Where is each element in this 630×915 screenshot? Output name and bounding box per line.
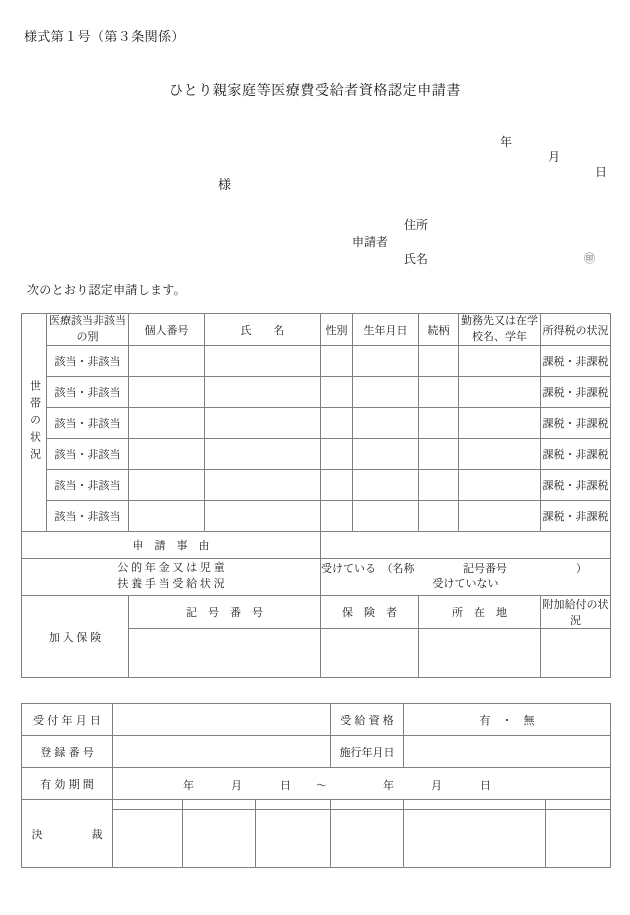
cell-extra-benefit[interactable] bbox=[541, 629, 611, 678]
cell-insurer[interactable] bbox=[321, 629, 419, 678]
header-workplace-school: 勤務先又は在学校名、学年 bbox=[459, 314, 541, 346]
pension-option-receiving-row[interactable] bbox=[321, 562, 610, 577]
pension-option-receiving[interactable]: 受けている （名称 bbox=[321, 562, 415, 575]
header-insurer: 保 険 者 bbox=[321, 596, 419, 629]
cell-relation[interactable] bbox=[419, 346, 459, 377]
header-birthdate: 生年月日 bbox=[353, 314, 419, 346]
received-date-label: 受付年月日 bbox=[22, 704, 113, 736]
cell-relation[interactable] bbox=[419, 470, 459, 501]
date-year-label: 年 bbox=[500, 135, 513, 149]
registration-number-row bbox=[22, 736, 611, 768]
registration-number-value[interactable] bbox=[113, 736, 331, 768]
approval-top-cell[interactable] bbox=[113, 800, 183, 810]
valid-from-year: 年 bbox=[183, 779, 194, 792]
valid-to-year: 年 bbox=[383, 779, 394, 792]
household-status-table bbox=[21, 313, 611, 678]
cell-workplace-school[interactable] bbox=[459, 501, 541, 532]
approval-top-cell[interactable] bbox=[256, 800, 331, 810]
cell-medical-category[interactable]: 該当・非該当 bbox=[47, 439, 129, 470]
header-gender: 性別 bbox=[321, 314, 353, 346]
cell-medical-category[interactable]: 該当・非該当 bbox=[47, 470, 129, 501]
applicant-address-label: 住所 bbox=[404, 218, 429, 232]
received-date-value[interactable] bbox=[113, 704, 331, 736]
applicant-block bbox=[352, 216, 595, 306]
cell-personal-number[interactable] bbox=[129, 377, 205, 408]
cell-workplace-school[interactable] bbox=[459, 470, 541, 501]
approval-cell[interactable] bbox=[113, 810, 183, 868]
cell-insurance-symbol-number[interactable] bbox=[129, 629, 321, 678]
cell-workplace-school[interactable] bbox=[459, 439, 541, 470]
valid-to-day: 日 bbox=[480, 779, 491, 792]
reason-label: 申 請 事 由 bbox=[22, 532, 321, 559]
table-row bbox=[22, 346, 611, 377]
cell-income-tax[interactable]: 課税・非課税 bbox=[541, 408, 611, 439]
cell-gender[interactable] bbox=[321, 439, 353, 470]
cell-medical-category[interactable]: 該当・非該当 bbox=[47, 377, 129, 408]
valid-to-month: 月 bbox=[431, 779, 442, 792]
valid-from-month: 月 bbox=[231, 779, 242, 792]
cell-relation[interactable] bbox=[419, 408, 459, 439]
eligibility-label: 受給資格 bbox=[331, 704, 404, 736]
cell-gender[interactable] bbox=[321, 408, 353, 439]
cell-name[interactable] bbox=[205, 470, 321, 501]
cell-income-tax[interactable]: 課税・非課税 bbox=[541, 501, 611, 532]
pension-row bbox=[22, 559, 611, 596]
pension-label bbox=[22, 559, 321, 596]
effective-date-label: 施行年月日 bbox=[331, 736, 404, 768]
cell-relation[interactable] bbox=[419, 501, 459, 532]
cell-personal-number[interactable] bbox=[129, 470, 205, 501]
valid-period-value[interactable] bbox=[113, 768, 611, 800]
household-vertical-label-cell bbox=[22, 314, 47, 532]
insurance-header-row bbox=[22, 596, 611, 629]
cell-birthdate[interactable] bbox=[353, 408, 419, 439]
header-name: 氏 名 bbox=[205, 314, 321, 346]
cell-gender[interactable] bbox=[321, 377, 353, 408]
cell-gender[interactable] bbox=[321, 470, 353, 501]
cell-name[interactable] bbox=[205, 439, 321, 470]
approval-cell[interactable] bbox=[256, 810, 331, 868]
cell-medical-category[interactable]: 該当・非該当 bbox=[47, 346, 129, 377]
approval-label: 決 裁 bbox=[22, 800, 113, 868]
eligibility-value[interactable]: 有 ・ 無 bbox=[404, 704, 611, 736]
table-row bbox=[22, 377, 611, 408]
applicant-name-label: 氏名 bbox=[404, 252, 429, 266]
approval-top-row bbox=[22, 800, 611, 810]
cell-birthdate[interactable] bbox=[353, 346, 419, 377]
seal-icon: ㊞ bbox=[584, 253, 595, 265]
cell-workplace-school[interactable] bbox=[459, 408, 541, 439]
cell-gender[interactable] bbox=[321, 346, 353, 377]
cell-relation[interactable] bbox=[419, 377, 459, 408]
cell-birthdate[interactable] bbox=[353, 377, 419, 408]
cell-workplace-school[interactable] bbox=[459, 377, 541, 408]
pension-option-not-receiving[interactable]: 受けていない bbox=[432, 577, 499, 590]
cell-income-tax[interactable]: 課税・非課税 bbox=[541, 470, 611, 501]
cell-income-tax[interactable]: 課税・非課税 bbox=[541, 377, 611, 408]
effective-date-value[interactable] bbox=[404, 736, 611, 768]
valid-period-label: 有効期間 bbox=[22, 768, 113, 800]
approval-top-cell[interactable] bbox=[331, 800, 404, 810]
document-title: ひとり親家庭等医療費受給者資格認定申請書 bbox=[169, 84, 461, 99]
official-use-table bbox=[21, 703, 611, 868]
cell-name[interactable] bbox=[205, 377, 321, 408]
table-row bbox=[22, 470, 611, 501]
header-medical-category: 医療該当非該当の別 bbox=[47, 314, 129, 346]
approval-top-cell[interactable] bbox=[404, 800, 546, 810]
pension-label-line1: 公 的 年 金 又 は 児 童 bbox=[117, 562, 225, 575]
cell-name[interactable] bbox=[205, 346, 321, 377]
header-insurance-location: 所 在 地 bbox=[419, 596, 541, 629]
applicant-label: 申請者 bbox=[352, 235, 389, 249]
cell-birthdate[interactable] bbox=[353, 470, 419, 501]
cell-gender[interactable] bbox=[321, 501, 353, 532]
approval-cell[interactable] bbox=[331, 810, 404, 868]
header-relation: 続柄 bbox=[419, 314, 459, 346]
approval-cell-last[interactable] bbox=[546, 810, 611, 868]
date-month-label: 月 bbox=[548, 150, 561, 164]
approval-cell[interactable] bbox=[404, 810, 546, 868]
header-extra-benefit: 附加給付の状況 bbox=[541, 596, 611, 629]
cell-medical-category[interactable]: 該当・非該当 bbox=[47, 501, 129, 532]
pension-options bbox=[321, 559, 611, 596]
cell-personal-number[interactable] bbox=[129, 439, 205, 470]
submission-date-line bbox=[0, 118, 630, 193]
addressee-honorific: 様 bbox=[218, 177, 232, 192]
cell-birthdate[interactable] bbox=[353, 501, 419, 532]
cell-relation[interactable] bbox=[419, 439, 459, 470]
valid-period-row bbox=[22, 768, 611, 800]
registration-number-label: 登録番号 bbox=[22, 736, 113, 768]
form-number: 様式第１号（第３条関係） bbox=[24, 29, 185, 44]
cell-name[interactable] bbox=[205, 408, 321, 439]
approval-cell[interactable] bbox=[183, 810, 256, 868]
cell-name[interactable] bbox=[205, 501, 321, 532]
cell-personal-number[interactable] bbox=[129, 346, 205, 377]
table-row bbox=[22, 408, 611, 439]
household-header-row bbox=[22, 314, 611, 346]
valid-period-tilde: 〜 bbox=[316, 779, 327, 792]
header-personal-number: 個人番号 bbox=[129, 314, 205, 346]
reason-value[interactable] bbox=[321, 532, 611, 559]
pension-label-line2: 扶 養 手 当 受 給 状 況 bbox=[117, 578, 225, 591]
insurance-label: 加 入 保 険 bbox=[22, 596, 129, 678]
cell-personal-number[interactable] bbox=[129, 408, 205, 439]
header-income-tax: 所得税の状況 bbox=[541, 314, 611, 346]
cell-income-tax[interactable]: 課税・非課税 bbox=[541, 439, 611, 470]
date-day-label: 日 bbox=[595, 165, 608, 179]
header-insurance-symbol-number: 記 号 番 号 bbox=[129, 596, 321, 629]
reason-row bbox=[22, 532, 611, 559]
cell-insurance-location[interactable] bbox=[419, 629, 541, 678]
pension-close-paren: ） bbox=[576, 562, 587, 575]
approval-top-cell[interactable] bbox=[183, 800, 256, 810]
cell-income-tax[interactable]: 課税・非課税 bbox=[541, 346, 611, 377]
pension-symbol-number-label: 記号番号 bbox=[463, 562, 507, 575]
cell-personal-number[interactable] bbox=[129, 501, 205, 532]
household-vertical-label: 世帯の状況 bbox=[28, 380, 41, 466]
intro-sentence: 次のとおり認定申請します。 bbox=[27, 283, 186, 297]
approval-top-cell-last[interactable] bbox=[546, 800, 611, 810]
cell-birthdate[interactable] bbox=[353, 439, 419, 470]
valid-from-day: 日 bbox=[280, 779, 291, 792]
cell-workplace-school[interactable] bbox=[459, 346, 541, 377]
table-row bbox=[22, 439, 611, 470]
table-row bbox=[22, 501, 611, 532]
received-date-row bbox=[22, 704, 611, 736]
cell-medical-category[interactable]: 該当・非該当 bbox=[47, 408, 129, 439]
